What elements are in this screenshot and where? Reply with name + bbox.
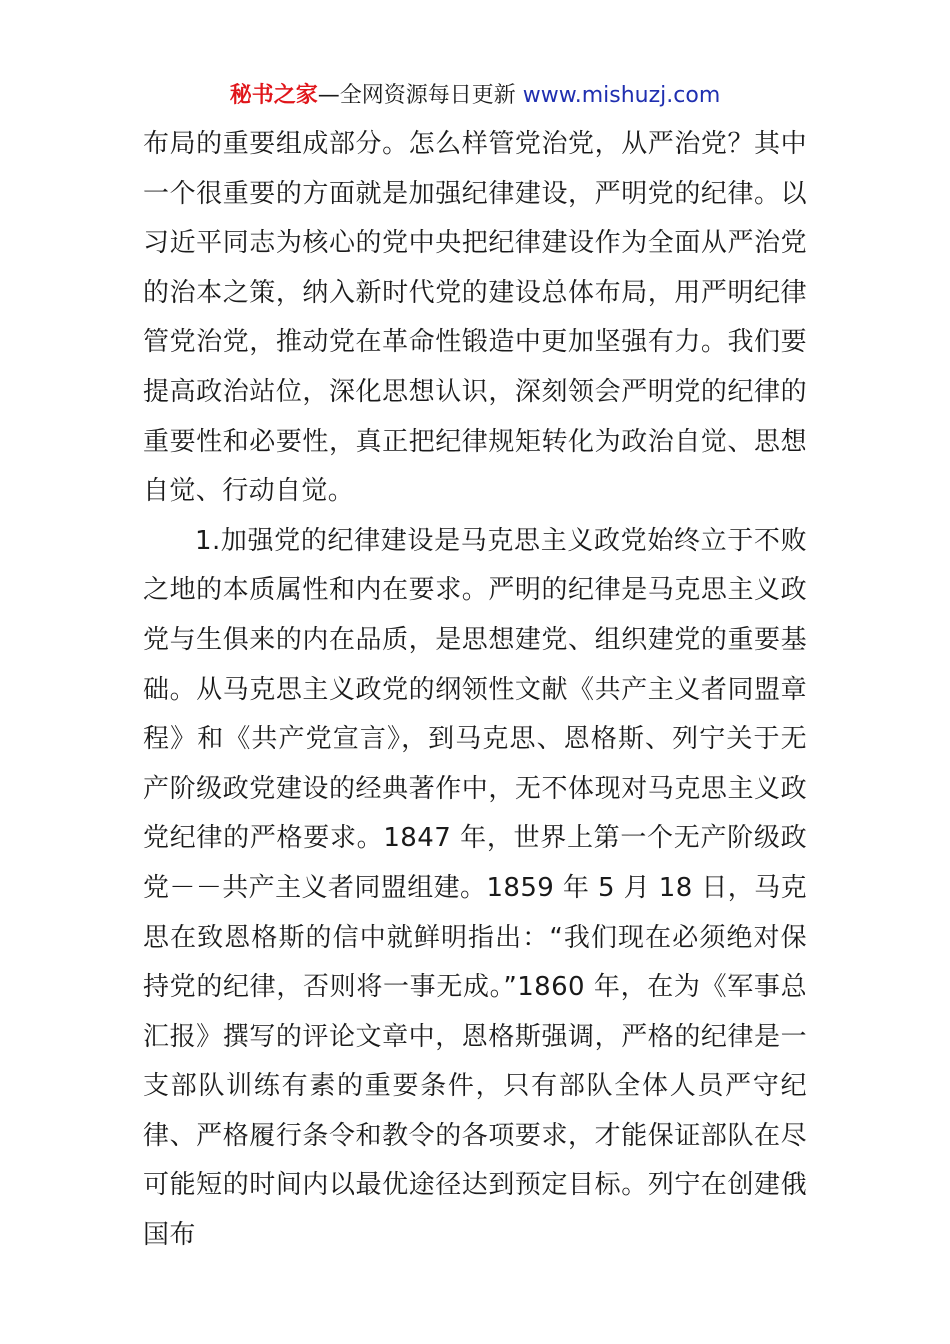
document-body xyxy=(143,120,807,1261)
page-header xyxy=(0,80,950,112)
brand-name: 秘书之家 xyxy=(229,83,318,108)
site-url-link[interactable]: www.mishuzj.com xyxy=(522,83,721,108)
header-slogan: —全网资源每日更新 xyxy=(317,83,516,108)
paragraph-section-1: 1.加强党的纪律建设是马克思主义政党始终立于不败之地的本质属性和内在要求。严明的纪律是马克思主义政党与生俱来的内在品质，是思想建党、组织建党的重要基础。从马克思主义政党的纲领性文献《共产主义者同盟章程》和《共产党宣言》，到马克思、恩格斯、列宁关于无产阶级政党建设的经典著作中，无不体现对马克思主义政党纪律的严格要求。1847 年，世界上第一个无产阶级政党－－共产主义者同盟组建。1859 年 5 月 18 日，马克思在致恩格斯的信中就鲜明指出：“我们现在必须绝对保持党的纪律，否则将一事无成。”1860 年，在为《军事总汇报》撰写的评论文章中，恩格斯强调，严格的纪律是一支部队训练有素的重要条件，只有部队全体人员严守纪律、严格履行条令和教令的各项要求，才能保证部队在尽可能短的时间内以最优途径达到预定目标。列宁在创建俄国布 xyxy=(143,525,807,1251)
paragraph-continued: 布局的重要组成部分。怎么样管党治党，从严治党？其中一个很重要的方面就是加强纪律建设，严明党的纪律。以习近平同志为核心的党中央把纪律建设作为全面从严治党的治本之策，纳入新时代党的建设总体布局，用严明纪律管党治党，推动党在革命性锻造中更加坚强有力。我们要提高政治站位，深化思想认识，深刻领会严明党的纪律的重要性和必要性，真正把纪律规矩转化为政治自觉、思想自觉、行动自觉。 xyxy=(143,129,807,507)
